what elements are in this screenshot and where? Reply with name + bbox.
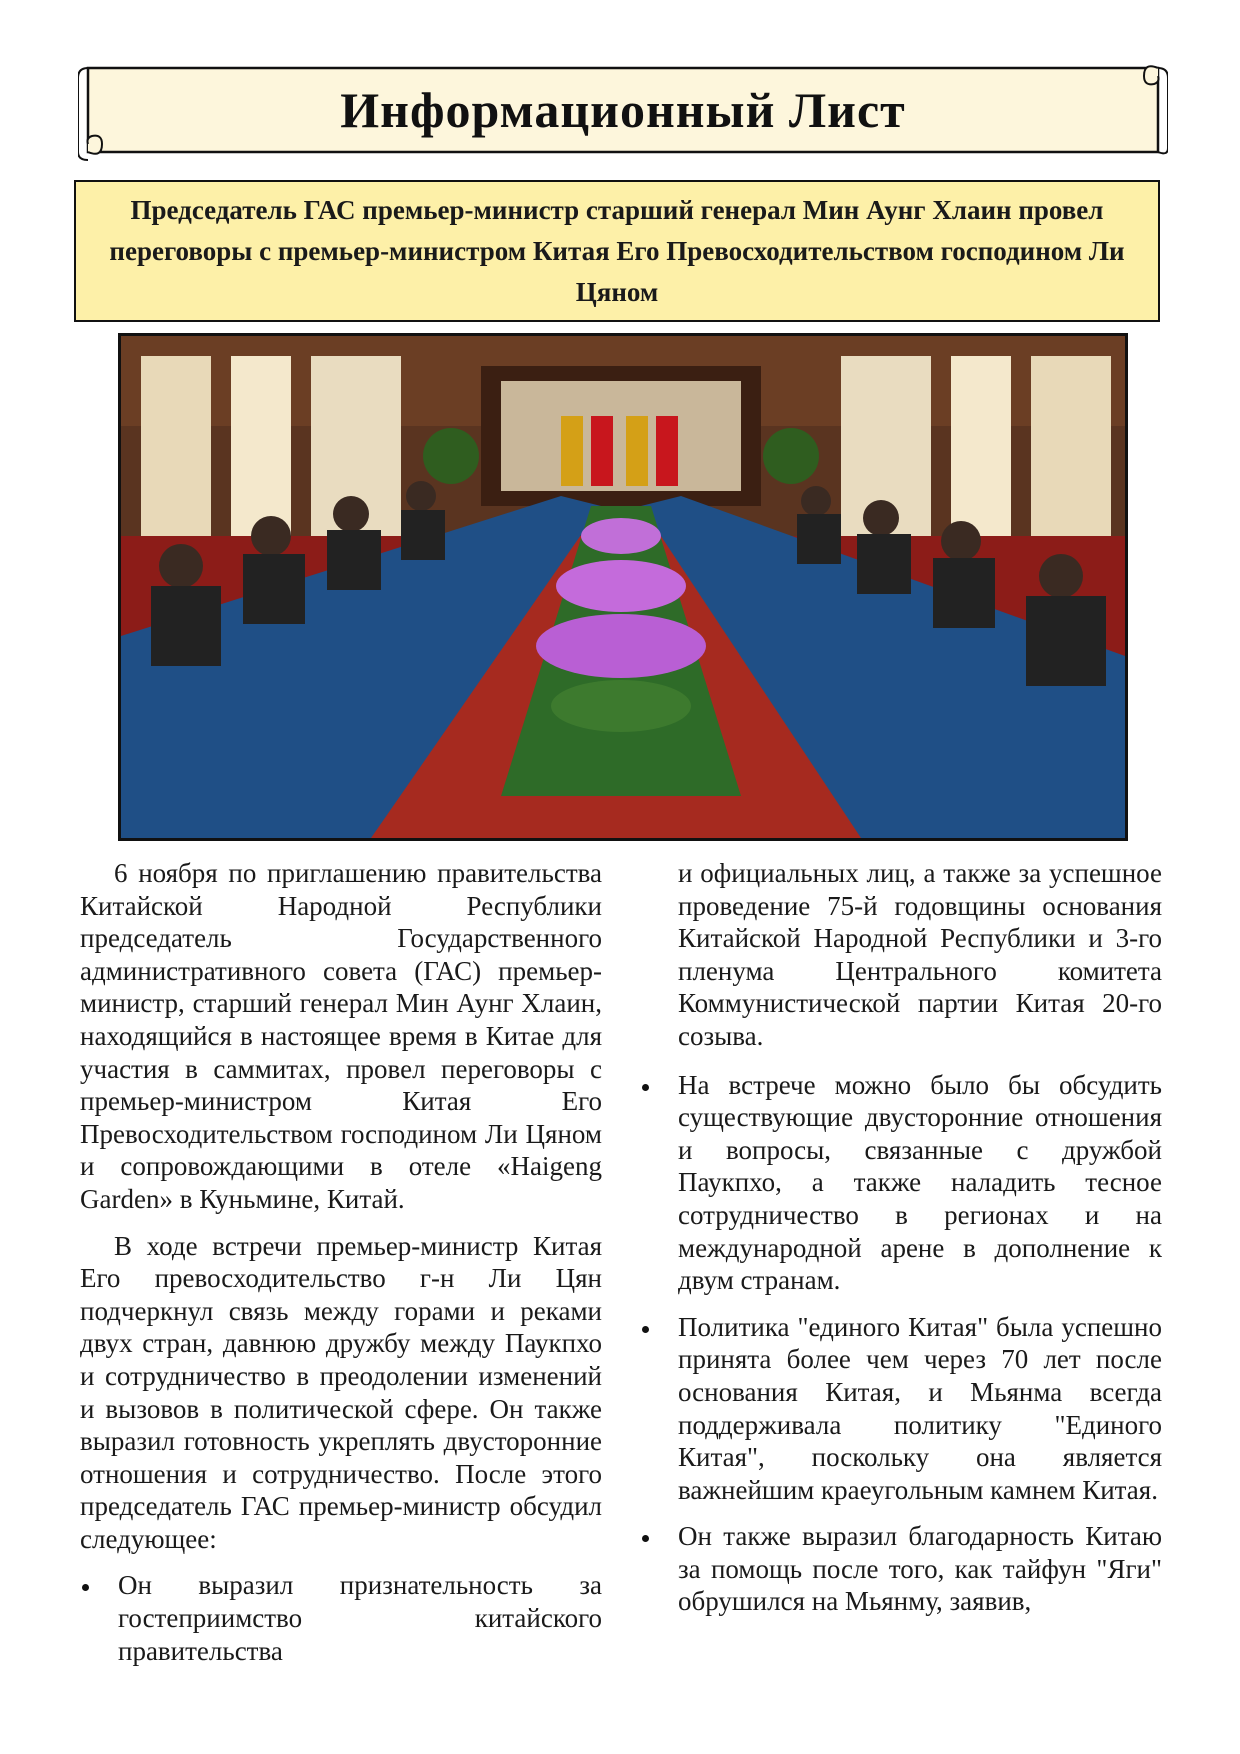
list-item: Он выразил признательность за гостеприимство китайского правительства — [80, 1569, 602, 1667]
bullet-list-left — [80, 1569, 602, 1667]
left-column — [80, 857, 602, 1681]
continuation-text: и официальных лиц, а также за успешное проведение 75-й годовщины основания Китайской Народной Республики и 3-го пленума Центрального комитета Коммунистической партии Китая 20-го созыва. — [678, 858, 1162, 1051]
scroll-banner — [78, 58, 1168, 162]
right-column — [640, 857, 1162, 1632]
list-item: Он также выразил благодарность Китаю за помощь после того, как тайфун "Яги" обрушился на Мьянму, заявив, — [640, 1520, 1162, 1618]
page-title: Информационный Лист — [340, 82, 906, 138]
headline-box — [74, 180, 1160, 322]
meeting-photo — [118, 333, 1128, 841]
list-item: Политика "единого Китая" была успешно принята более чем через 70 лет после основания Китая, и Мьянма всегда поддерживала политику "Единого Китая", поскольку она является важнейшим краеугольным камнем Китая. — [640, 1311, 1162, 1507]
meeting-photo-icon — [121, 336, 1125, 838]
headline-text: Председатель ГАС премьер-министр старший генерал Мин Аунг Хлаин провел переговоры с премьер-министром Китая Его Превосходительством господином Ли Цяном — [109, 194, 1125, 307]
paragraph-1: 6 ноября по приглашению правительства Китайской Народной Республики председатель Государственного административного совета (ГАС) премьер-министр, старший генерал Мин Аунг Хлаин, находящийся в настоящее время в Китае для участия в саммитах, провел переговоры с премьер-министром Китая Его Превосходительством господином Ли Цяном и сопровождающими в отеле «Haigeng Garden» в Куньмине, Китай. — [80, 858, 602, 1214]
bullet-list-right — [640, 1069, 1162, 1619]
paragraph-2: В ходе встречи премьер-министр Китая Его превосходительство г-н Ли Цян подчеркнул связь между горами и реками двух стран, давнюю дружбу между Паукпхо и сотрудничество в преодолении изменений и вызовов в политической сфере. Он также выразил готовность укреплять двусторонние отношения и сотрудничество. После этого председатель ГАС премьер-министр обсудил следующее: — [80, 1230, 602, 1554]
list-item: На встрече можно было бы обсудить существующие двусторонние отношения и вопросы, связанные с дружбой Паукпхо, а также наладить тесное сотрудничество в регионах и на международной арене в дополнение к двум странам. — [640, 1069, 1162, 1297]
